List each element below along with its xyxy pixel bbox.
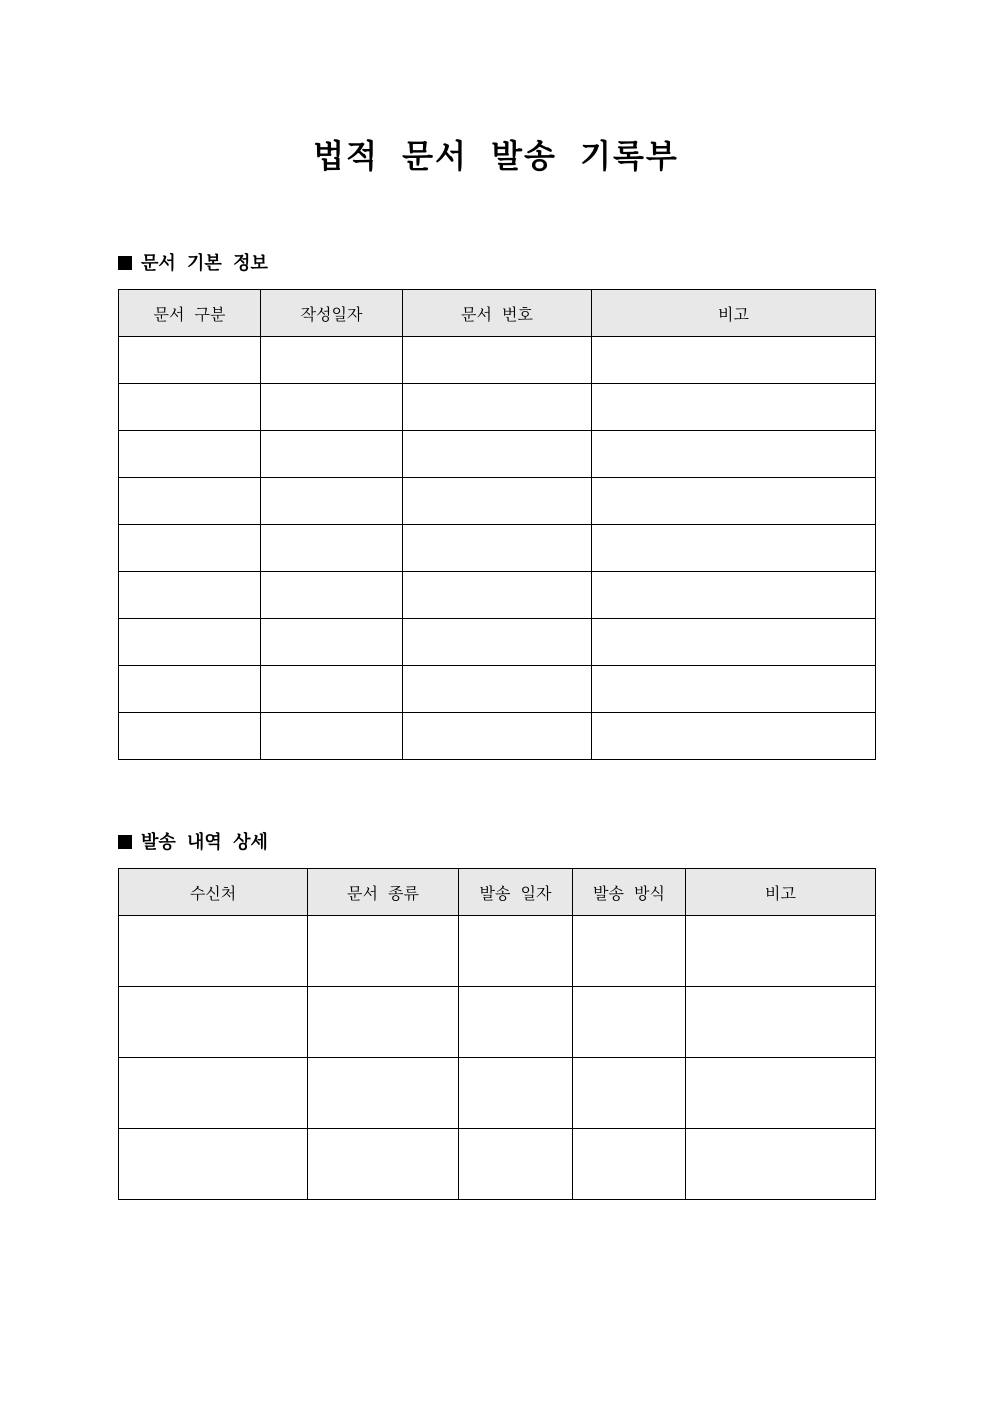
section-heading-basic-info xyxy=(118,251,268,277)
table-cell[interactable] xyxy=(573,987,686,1058)
table-cell[interactable] xyxy=(119,713,261,760)
table-cell[interactable] xyxy=(119,431,261,478)
table-cell[interactable] xyxy=(573,916,686,987)
table-cell[interactable] xyxy=(403,525,592,572)
table-cell[interactable] xyxy=(261,572,403,619)
section-heading-label: 발송 내역 상세 xyxy=(141,832,268,853)
table-row xyxy=(119,337,876,384)
table-cell[interactable] xyxy=(592,431,876,478)
table-cell[interactable] xyxy=(261,666,403,713)
table-row xyxy=(119,1058,876,1129)
table-cell[interactable] xyxy=(459,987,573,1058)
table-cell[interactable] xyxy=(459,1058,573,1129)
table-cell[interactable] xyxy=(119,987,308,1058)
table-cell[interactable] xyxy=(592,713,876,760)
section-heading-dispatch-details xyxy=(118,830,268,856)
table-header-row xyxy=(119,869,876,916)
table-row xyxy=(119,713,876,760)
table-header-row xyxy=(119,290,876,337)
table-cell[interactable] xyxy=(686,1058,876,1129)
table-cell[interactable] xyxy=(592,619,876,666)
column-header-document-kind: 문서 종류 xyxy=(308,869,459,916)
dispatch-details-table xyxy=(118,868,876,1200)
table-cell[interactable] xyxy=(119,478,261,525)
table-cell[interactable] xyxy=(403,431,592,478)
table-cell[interactable] xyxy=(261,337,403,384)
table-row xyxy=(119,619,876,666)
table-row xyxy=(119,916,876,987)
table-cell[interactable] xyxy=(261,431,403,478)
table-cell[interactable] xyxy=(403,713,592,760)
table-cell[interactable] xyxy=(403,619,592,666)
table-cell[interactable] xyxy=(261,713,403,760)
table-cell[interactable] xyxy=(308,916,459,987)
table-row xyxy=(119,431,876,478)
table-row xyxy=(119,987,876,1058)
table-cell[interactable] xyxy=(403,337,592,384)
table-cell[interactable] xyxy=(119,337,261,384)
table-cell[interactable] xyxy=(119,1058,308,1129)
column-header-remarks: 비고 xyxy=(592,290,876,337)
table-row xyxy=(119,572,876,619)
table-cell[interactable] xyxy=(459,1129,573,1200)
table-cell[interactable] xyxy=(592,384,876,431)
table-cell[interactable] xyxy=(261,478,403,525)
table-row xyxy=(119,384,876,431)
section-heading-label: 문서 기본 정보 xyxy=(141,253,268,274)
column-header-created-date: 작성일자 xyxy=(261,290,403,337)
square-bullet-icon xyxy=(118,835,132,849)
table-cell[interactable] xyxy=(686,1129,876,1200)
column-header-remarks: 비고 xyxy=(686,869,876,916)
table-cell[interactable] xyxy=(403,478,592,525)
table-cell[interactable] xyxy=(119,666,261,713)
table-cell[interactable] xyxy=(119,572,261,619)
column-header-document-type: 문서 구분 xyxy=(119,290,261,337)
basic-info-table xyxy=(118,289,876,760)
table-cell[interactable] xyxy=(573,1129,686,1200)
table-cell[interactable] xyxy=(308,1129,459,1200)
column-header-document-number: 문서 번호 xyxy=(403,290,592,337)
column-header-recipient: 수신처 xyxy=(119,869,308,916)
table-cell[interactable] xyxy=(573,1058,686,1129)
table-cell[interactable] xyxy=(261,384,403,431)
table-cell[interactable] xyxy=(308,1058,459,1129)
table-row xyxy=(119,478,876,525)
square-bullet-icon xyxy=(118,256,132,270)
table-cell[interactable] xyxy=(403,572,592,619)
table-cell[interactable] xyxy=(119,525,261,572)
table-cell[interactable] xyxy=(403,384,592,431)
table-cell[interactable] xyxy=(592,572,876,619)
page-title: 법적 문서 발송 기록부 xyxy=(313,137,679,175)
column-header-dispatch-method: 발송 방식 xyxy=(573,869,686,916)
table-cell[interactable] xyxy=(592,478,876,525)
table-cell[interactable] xyxy=(119,916,308,987)
table-cell[interactable] xyxy=(592,525,876,572)
table-row xyxy=(119,1129,876,1200)
table-cell[interactable] xyxy=(686,916,876,987)
table-cell[interactable] xyxy=(686,987,876,1058)
table-cell[interactable] xyxy=(119,384,261,431)
table-cell[interactable] xyxy=(459,916,573,987)
table-cell[interactable] xyxy=(261,619,403,666)
table-cell[interactable] xyxy=(592,666,876,713)
table-row xyxy=(119,525,876,572)
table-cell[interactable] xyxy=(119,1129,308,1200)
table-cell[interactable] xyxy=(261,525,403,572)
table-cell[interactable] xyxy=(592,337,876,384)
table-cell[interactable] xyxy=(308,987,459,1058)
table-row xyxy=(119,666,876,713)
table-cell[interactable] xyxy=(403,666,592,713)
table-cell[interactable] xyxy=(119,619,261,666)
column-header-dispatch-date: 발송 일자 xyxy=(459,869,573,916)
